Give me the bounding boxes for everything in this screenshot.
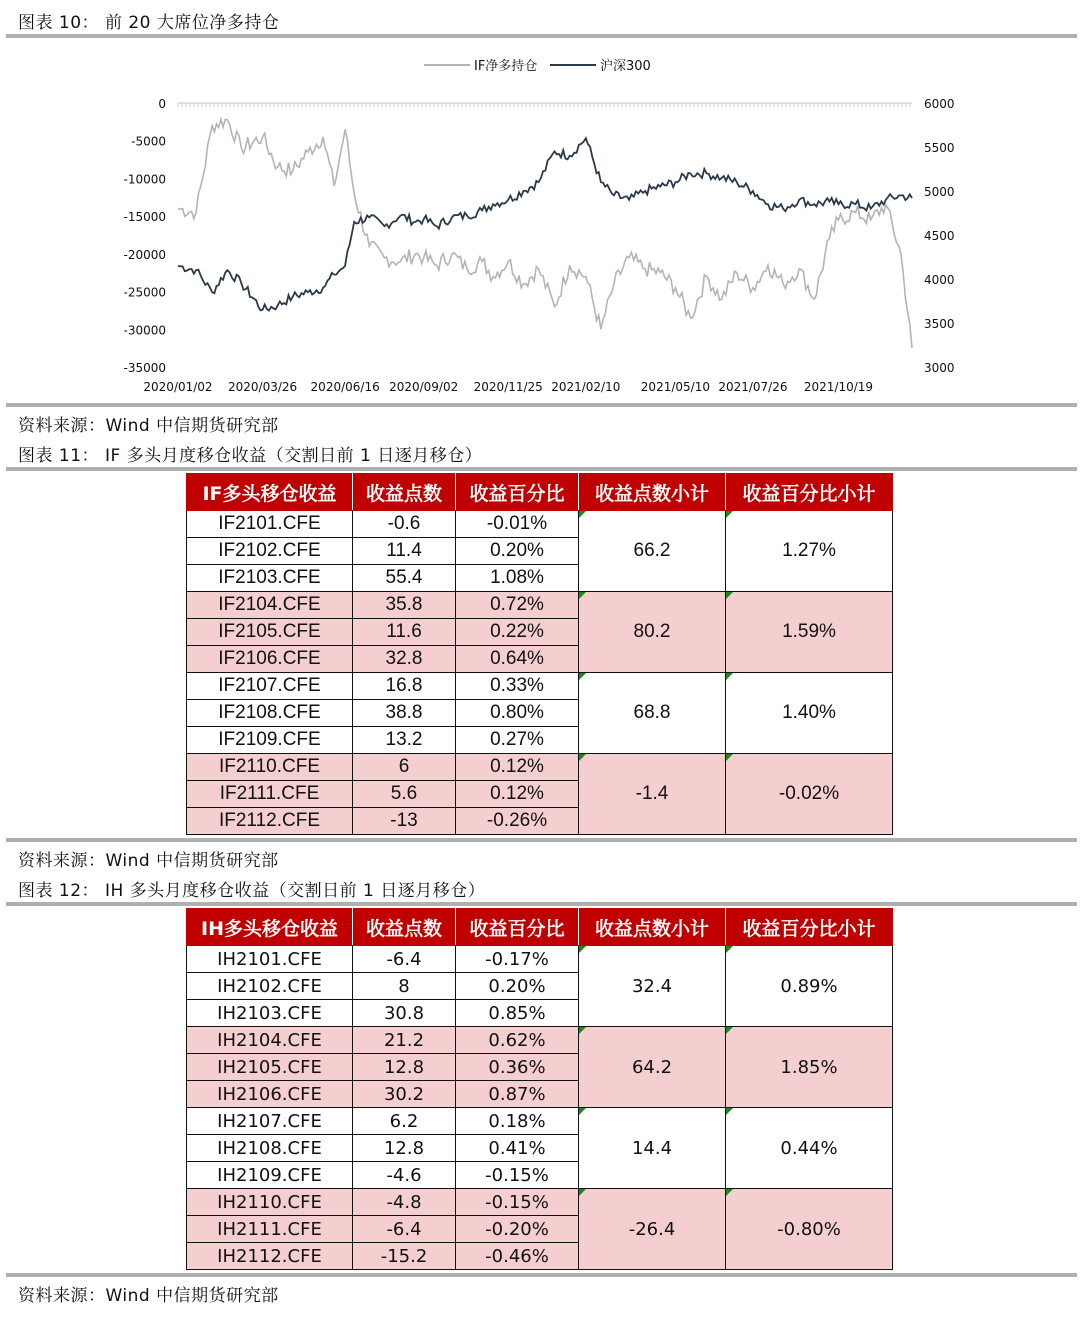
left-tick-label: 0 <box>158 97 166 111</box>
points-cell: 11.4 <box>353 538 456 565</box>
contract-cell: IH2111.CFE <box>187 1216 353 1243</box>
percent-cell: 0.33% <box>456 673 579 700</box>
contract-cell: IF2112.CFE <box>187 808 353 835</box>
x-tick-label: 2020/11/25 <box>473 380 543 394</box>
subtotal-points-cell: 66.2 <box>579 511 726 592</box>
figure-11-source: 资料来源：Wind 中信期货研究部 <box>18 851 279 871</box>
contract-cell: IH2112.CFE <box>187 1243 353 1270</box>
points-cell: 16.8 <box>353 673 456 700</box>
percent-cell: 0.64% <box>456 646 579 673</box>
table-row <box>187 673 893 700</box>
net-long-position-chart <box>0 42 1080 402</box>
percent-cell: 0.80% <box>456 700 579 727</box>
net-long-line <box>178 119 912 348</box>
points-cell: 21.2 <box>353 1027 456 1054</box>
contract-cell: IH2103.CFE <box>187 1000 353 1027</box>
subtotal-percent-cell: -0.02% <box>726 754 893 835</box>
table-row <box>187 754 893 781</box>
right-tick-label: 4000 <box>924 273 955 287</box>
points-cell: 32.8 <box>353 646 456 673</box>
left-tick-label: -30000 <box>123 323 166 338</box>
percent-cell: 0.12% <box>456 754 579 781</box>
subtotal-points-cell: 32.4 <box>579 946 726 1027</box>
figure-12-source: 资料来源：Wind 中信期货研究部 <box>18 1286 279 1306</box>
contract-cell: IF2105.CFE <box>187 619 353 646</box>
right-tick-label: 4500 <box>924 229 955 243</box>
percent-cell: -0.46% <box>456 1243 579 1270</box>
x-tick-label: 2020/03/26 <box>227 380 298 394</box>
x-tick-label: 2021/05/10 <box>640 380 710 394</box>
ih-rollover-table <box>186 908 893 1270</box>
if-rollover-table <box>186 473 893 835</box>
table-row <box>187 1108 893 1135</box>
percent-cell: 0.62% <box>456 1027 579 1054</box>
points-cell: 12.8 <box>353 1054 456 1081</box>
percent-cell: 0.41% <box>456 1135 579 1162</box>
chart-legend <box>424 58 651 74</box>
points-cell: -4.8 <box>353 1189 456 1216</box>
percent-cell: 0.12% <box>456 781 579 808</box>
right-tick-label: 3500 <box>924 317 955 331</box>
source-divider <box>6 403 1077 407</box>
subtotal-percent-cell: 0.44% <box>726 1108 893 1189</box>
x-tick-label: 2021/07/26 <box>718 380 788 394</box>
left-axis <box>123 97 166 375</box>
left-tick-label: -10000 <box>123 172 166 187</box>
caption-divider <box>6 467 1077 471</box>
column-header: 收益点数 <box>353 909 456 946</box>
points-cell: 8 <box>353 973 456 1000</box>
contract-cell: IF2106.CFE <box>187 646 353 673</box>
points-cell: -4.6 <box>353 1162 456 1189</box>
percent-cell: 0.20% <box>456 973 579 1000</box>
left-tick-label: -5000 <box>131 134 166 149</box>
points-cell: -13 <box>353 808 456 835</box>
column-header: IH多头移仓收益 <box>187 909 353 946</box>
contract-cell: IH2108.CFE <box>187 1135 353 1162</box>
points-cell: 6 <box>353 754 456 781</box>
column-header: 收益点数 <box>353 474 456 511</box>
percent-cell: -0.15% <box>456 1162 579 1189</box>
percent-cell: -0.15% <box>456 1189 579 1216</box>
subtotal-percent-cell: 1.27% <box>726 511 893 592</box>
percent-cell: -0.17% <box>456 946 579 973</box>
percent-cell: 0.22% <box>456 619 579 646</box>
percent-cell: 0.27% <box>456 727 579 754</box>
right-tick-label: 6000 <box>924 97 955 111</box>
left-tick-label: -20000 <box>123 247 166 262</box>
percent-cell: 0.72% <box>456 592 579 619</box>
points-cell: 11.6 <box>353 619 456 646</box>
legend-label-net-long: IF净多持仓 <box>474 59 538 74</box>
points-cell: 55.4 <box>353 565 456 592</box>
contract-cell: IF2108.CFE <box>187 700 353 727</box>
figure-10-caption: 图表 10： 前 20 大席位净多持仓 <box>18 13 280 33</box>
right-tick-label: 3000 <box>924 361 955 375</box>
column-header: 收益百分比 <box>456 909 579 946</box>
percent-cell: 0.36% <box>456 1054 579 1081</box>
points-cell: 6.2 <box>353 1108 456 1135</box>
points-cell: 30.8 <box>353 1000 456 1027</box>
table-row <box>187 1027 893 1054</box>
legend-label-index: 沪深300 <box>600 59 651 74</box>
column-header: 收益点数小计 <box>579 909 726 946</box>
points-cell: 12.8 <box>353 1135 456 1162</box>
contract-cell: IH2110.CFE <box>187 1189 353 1216</box>
right-tick-label: 5000 <box>924 185 955 199</box>
subtotal-points-cell: 64.2 <box>579 1027 726 1108</box>
figure-10-source: 资料来源：Wind 中信期货研究部 <box>18 416 279 436</box>
points-cell: 13.2 <box>353 727 456 754</box>
left-tick-label: -15000 <box>123 210 166 225</box>
x-tick-label: 2020/06/16 <box>310 380 380 394</box>
contract-cell: IH2104.CFE <box>187 1027 353 1054</box>
caption-divider <box>6 34 1077 38</box>
table-row <box>187 592 893 619</box>
points-cell: 30.2 <box>353 1081 456 1108</box>
contract-cell: IF2110.CFE <box>187 754 353 781</box>
contract-cell: IF2102.CFE <box>187 538 353 565</box>
table-row <box>187 511 893 538</box>
right-axis <box>924 97 955 375</box>
subtotal-percent-cell: 1.59% <box>726 592 893 673</box>
left-tick-label: -25000 <box>123 285 166 300</box>
right-tick-label: 5500 <box>924 141 955 155</box>
subtotal-points-cell: -26.4 <box>579 1189 726 1270</box>
contract-cell: IH2107.CFE <box>187 1108 353 1135</box>
figure-11-caption: 图表 11： IF 多头月度移仓收益（交割日前 1 日逐月移仓） <box>18 446 483 466</box>
contract-cell: IH2102.CFE <box>187 973 353 1000</box>
x-axis <box>143 103 912 394</box>
contract-cell: IF2111.CFE <box>187 781 353 808</box>
column-header: 收益百分比 <box>456 474 579 511</box>
subtotal-points-cell: 80.2 <box>579 592 726 673</box>
table-row <box>187 946 893 973</box>
subtotal-points-cell: 14.4 <box>579 1108 726 1189</box>
subtotal-points-cell: 68.8 <box>579 673 726 754</box>
subtotal-percent-cell: -0.80% <box>726 1189 893 1270</box>
column-header: 收益百分比小计 <box>726 909 893 946</box>
source-divider <box>6 1273 1077 1277</box>
x-tick-label: 2021/10/19 <box>803 380 874 394</box>
points-cell: 35.8 <box>353 592 456 619</box>
contract-cell: IH2101.CFE <box>187 946 353 973</box>
chart-lines <box>178 119 912 348</box>
source-divider <box>6 838 1077 842</box>
points-cell: -15.2 <box>353 1243 456 1270</box>
percent-cell: 0.87% <box>456 1081 579 1108</box>
figure-12-caption: 图表 12： IH 多头月度移仓收益（交割日前 1 日逐月移仓） <box>18 881 486 901</box>
percent-cell: 0.18% <box>456 1108 579 1135</box>
points-cell: 5.6 <box>353 781 456 808</box>
percent-cell: 0.20% <box>456 538 579 565</box>
contract-cell: IF2107.CFE <box>187 673 353 700</box>
percent-cell: -0.20% <box>456 1216 579 1243</box>
contract-cell: IF2109.CFE <box>187 727 353 754</box>
column-header: IF多头移仓收益 <box>187 474 353 511</box>
points-cell: -6.4 <box>353 1216 456 1243</box>
x-tick-label: 2020/01/02 <box>143 380 213 394</box>
caption-divider <box>6 902 1077 906</box>
contract-cell: IH2105.CFE <box>187 1054 353 1081</box>
percent-cell: 1.08% <box>456 565 579 592</box>
subtotal-percent-cell: 1.85% <box>726 1027 893 1108</box>
contract-cell: IH2109.CFE <box>187 1162 353 1189</box>
left-tick-label: -35000 <box>123 361 166 375</box>
contract-cell: IF2103.CFE <box>187 565 353 592</box>
contract-cell: IF2101.CFE <box>187 511 353 538</box>
subtotal-points-cell: -1.4 <box>579 754 726 835</box>
percent-cell: -0.26% <box>456 808 579 835</box>
x-tick-label: 2021/02/10 <box>551 380 621 394</box>
points-cell: -0.6 <box>353 511 456 538</box>
column-header: 收益点数小计 <box>579 474 726 511</box>
percent-cell: -0.01% <box>456 511 579 538</box>
column-header: 收益百分比小计 <box>726 474 893 511</box>
percent-cell: 0.85% <box>456 1000 579 1027</box>
table-row <box>187 1189 893 1216</box>
subtotal-percent-cell: 0.89% <box>726 946 893 1027</box>
points-cell: 38.8 <box>353 700 456 727</box>
contract-cell: IF2104.CFE <box>187 592 353 619</box>
x-tick-label: 2020/09/02 <box>389 380 459 394</box>
subtotal-percent-cell: 1.40% <box>726 673 893 754</box>
points-cell: -6.4 <box>353 946 456 973</box>
contract-cell: IH2106.CFE <box>187 1081 353 1108</box>
